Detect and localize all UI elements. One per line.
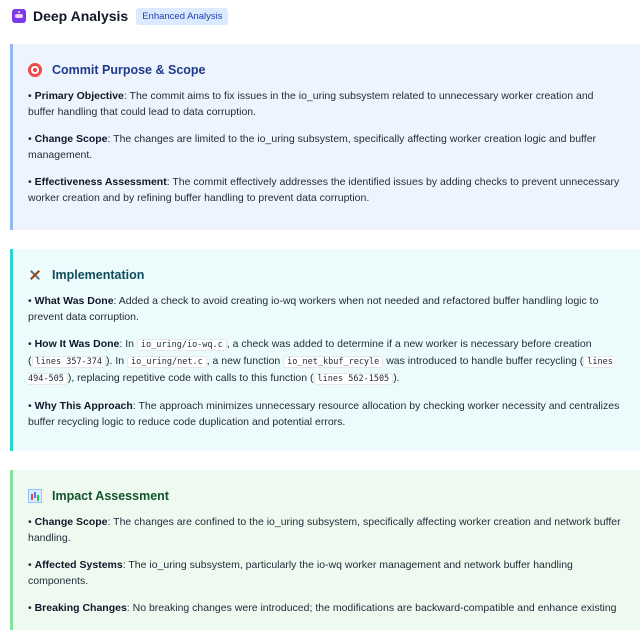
- list-item: • Primary Objective: The commit aims to fix issues in the io_uring subsystem related to unnecessary worker creation and buffer handling that could lead to data corruption.: [28, 90, 594, 118]
- section-commit-purpose: [10, 44, 640, 230]
- list-item: • Change Scope: The changes are confined to the io_uring subsystem, specifically affecting worker creation and network buffer handling.: [28, 516, 621, 544]
- list-item: • Affected Systems: The io_uring subsystem, particularly the io-wq worker management and network buffer handling components.: [28, 559, 573, 587]
- section-title: Implementation: [28, 267, 630, 283]
- code-function: io_net_kbuf_recyle: [283, 356, 383, 368]
- section-title: Impact Assessment: [28, 488, 630, 504]
- code-lines: lines 562-1505: [314, 373, 394, 385]
- code-lines: lines 357-374: [32, 356, 107, 368]
- target-icon: [28, 63, 42, 77]
- list-item: • Effectiveness Assessment: The commit effectively addresses the identified issues by adding checks to prevent unnecessary worker creation and by refining buffer handling to prevent data corruption.: [28, 176, 620, 204]
- section-title: Commit Purpose & Scope: [28, 62, 630, 78]
- page-title: Deep Analysis: [33, 8, 129, 24]
- tools-icon: [28, 268, 42, 282]
- list-item: • What Was Done: Added a check to avoid creating io-wq workers when not needed and refactored buffer handling logic to prevent data corruption.: [28, 295, 599, 323]
- list-item: • Why This Approach: The approach minimizes unnecessary resource allocation by checking worker necessity and centralizes buffer recycling logic to reduce code duplication and potential errors.: [28, 400, 620, 428]
- bar-chart-icon: [28, 489, 42, 503]
- code-path: io_uring/io-wq.c: [137, 339, 227, 351]
- analysis-badge: Enhanced Analysis: [136, 8, 228, 25]
- section-implementation: [10, 249, 640, 451]
- list-item: • How It Was Done: In io_uring/io-wq.c , a check was added to determine if a new worker is necessary before creation ( lines 357-374 ). In io_uring/net.c , a new function io_net_kbuf_recyle was introduced to handle buffer recycling ( lines 494-505 ), replacing repetitive code with calls to this function ( lines 562-1505 ).: [28, 338, 613, 384]
- list-item: • Change Scope: The changes are limited to the io_uring subsystem, specifically affecting worker creation logic and buffer management.: [28, 133, 597, 161]
- list-item: • Breaking Changes: No breaking changes were introduced; the modifications are backward-compatible and enhance existing: [28, 602, 617, 614]
- code-path: io_uring/net.c: [127, 356, 207, 368]
- code-lines: lines 494-505: [28, 357, 613, 384]
- header: [12, 5, 228, 27]
- section-impact-assessment: [10, 470, 640, 630]
- robot-icon: [12, 9, 26, 23]
